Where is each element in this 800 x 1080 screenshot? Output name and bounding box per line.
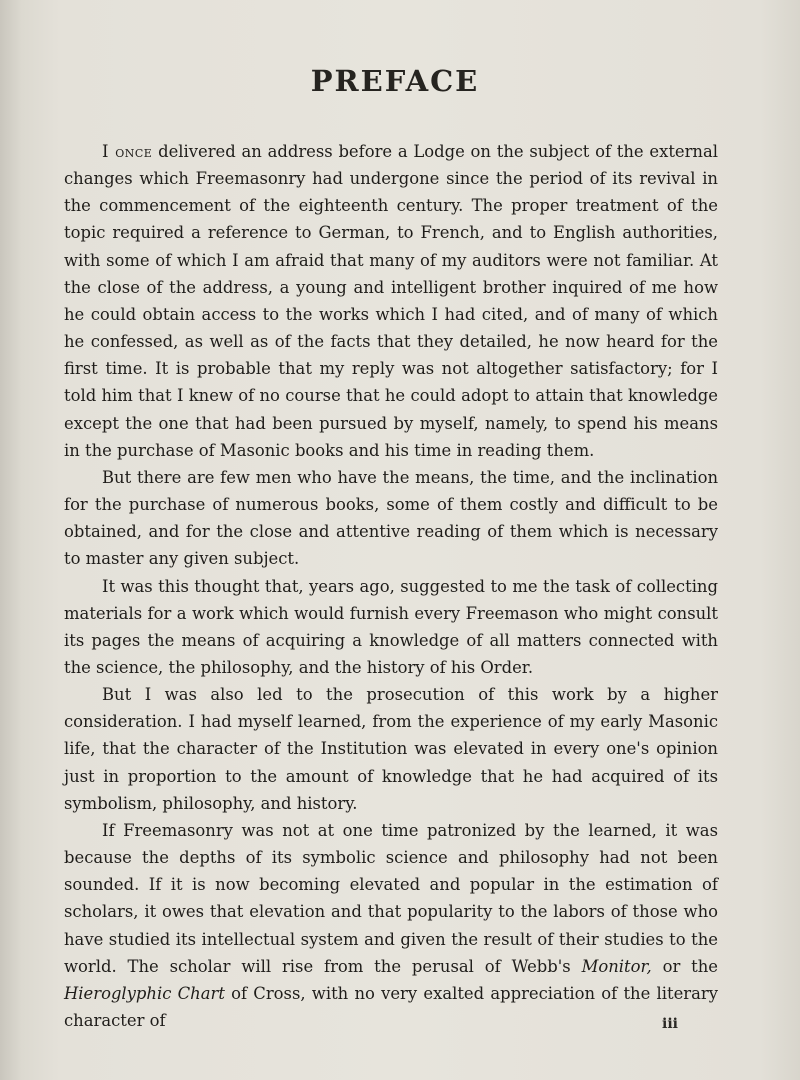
page-number: iii <box>662 1016 678 1032</box>
paragraph-2: But there are few men who have the means, the time, and the inclination for the purchase of numerous books, some of them costly and difficult to be obtained, and for the close and attentive reading of them which is necessary to master any given subject. <box>64 467 718 569</box>
preface-body <box>64 138 718 1034</box>
page-title: PREFACE <box>310 64 480 98</box>
paragraph-5 <box>64 817 718 1034</box>
paragraph-text: or the <box>651 956 718 976</box>
book-title-hieroglyphic-chart: Hieroglyphic Chart <box>64 983 225 1003</box>
paragraph-1 <box>64 138 718 464</box>
paragraph-4: But I was also led to the prosecution of this work by a higher consideration. I had myself learned, from the experience of my early Masonic life, that the character of the Institution was elevated in every one's opinion just in proportion to the amount of knowledge that he had acquired of its symbolism, philosophy, and history. <box>64 685 718 813</box>
paragraph-text: of Cross, with no very exalted appreciation of the literary character of <box>64 983 718 1030</box>
paragraph-text: delivered an address before a Lodge on the subject of the external changes which Freemasonry had undergone since the period of its revival in the commencement of the eighteenth century. The proper treatment of the topic required a reference to German, to French, and to English authorities, with some of which I am afraid that many of my auditors were not familiar. At the close of the address, a young and intelligent brother inquired of me how he could obtain access to the works which I had cited, and of many of which he confessed, as well as of the facts that they detailed, he now heard for the first time. It is probable that my reply was not altogether satisfactory; for I told him that I knew of no course that he could adopt to attain that knowledge except the one that had been pursued by myself, namely, to spend his means in the purchase of Masonic books and his time in reading them. <box>64 142 719 460</box>
book-title-monitor: Monitor, <box>581 956 652 976</box>
paragraph-3: It was this thought that, years ago, suggested to me the task of collecting materials for a work which would furnish every Freemason who might consult its pages the means of acquiring a knowledge of all matters connected with the science, the philosophy, and the history of his Order. <box>64 576 718 677</box>
paragraph-text: If Freemasonry was not at one time patronized by the learned, it was because the depths of its symbolic science and philosophy had not been sounded. If it is now becoming elevated and popular in the estimation of scholars, it owes that elevation and that popularity to the labors of those who have studied its intellectual system and given the result of their studies to the world. The scholar will rise from the perusal of Webb's <box>64 820 718 976</box>
paragraph-lead: I once <box>102 142 153 161</box>
